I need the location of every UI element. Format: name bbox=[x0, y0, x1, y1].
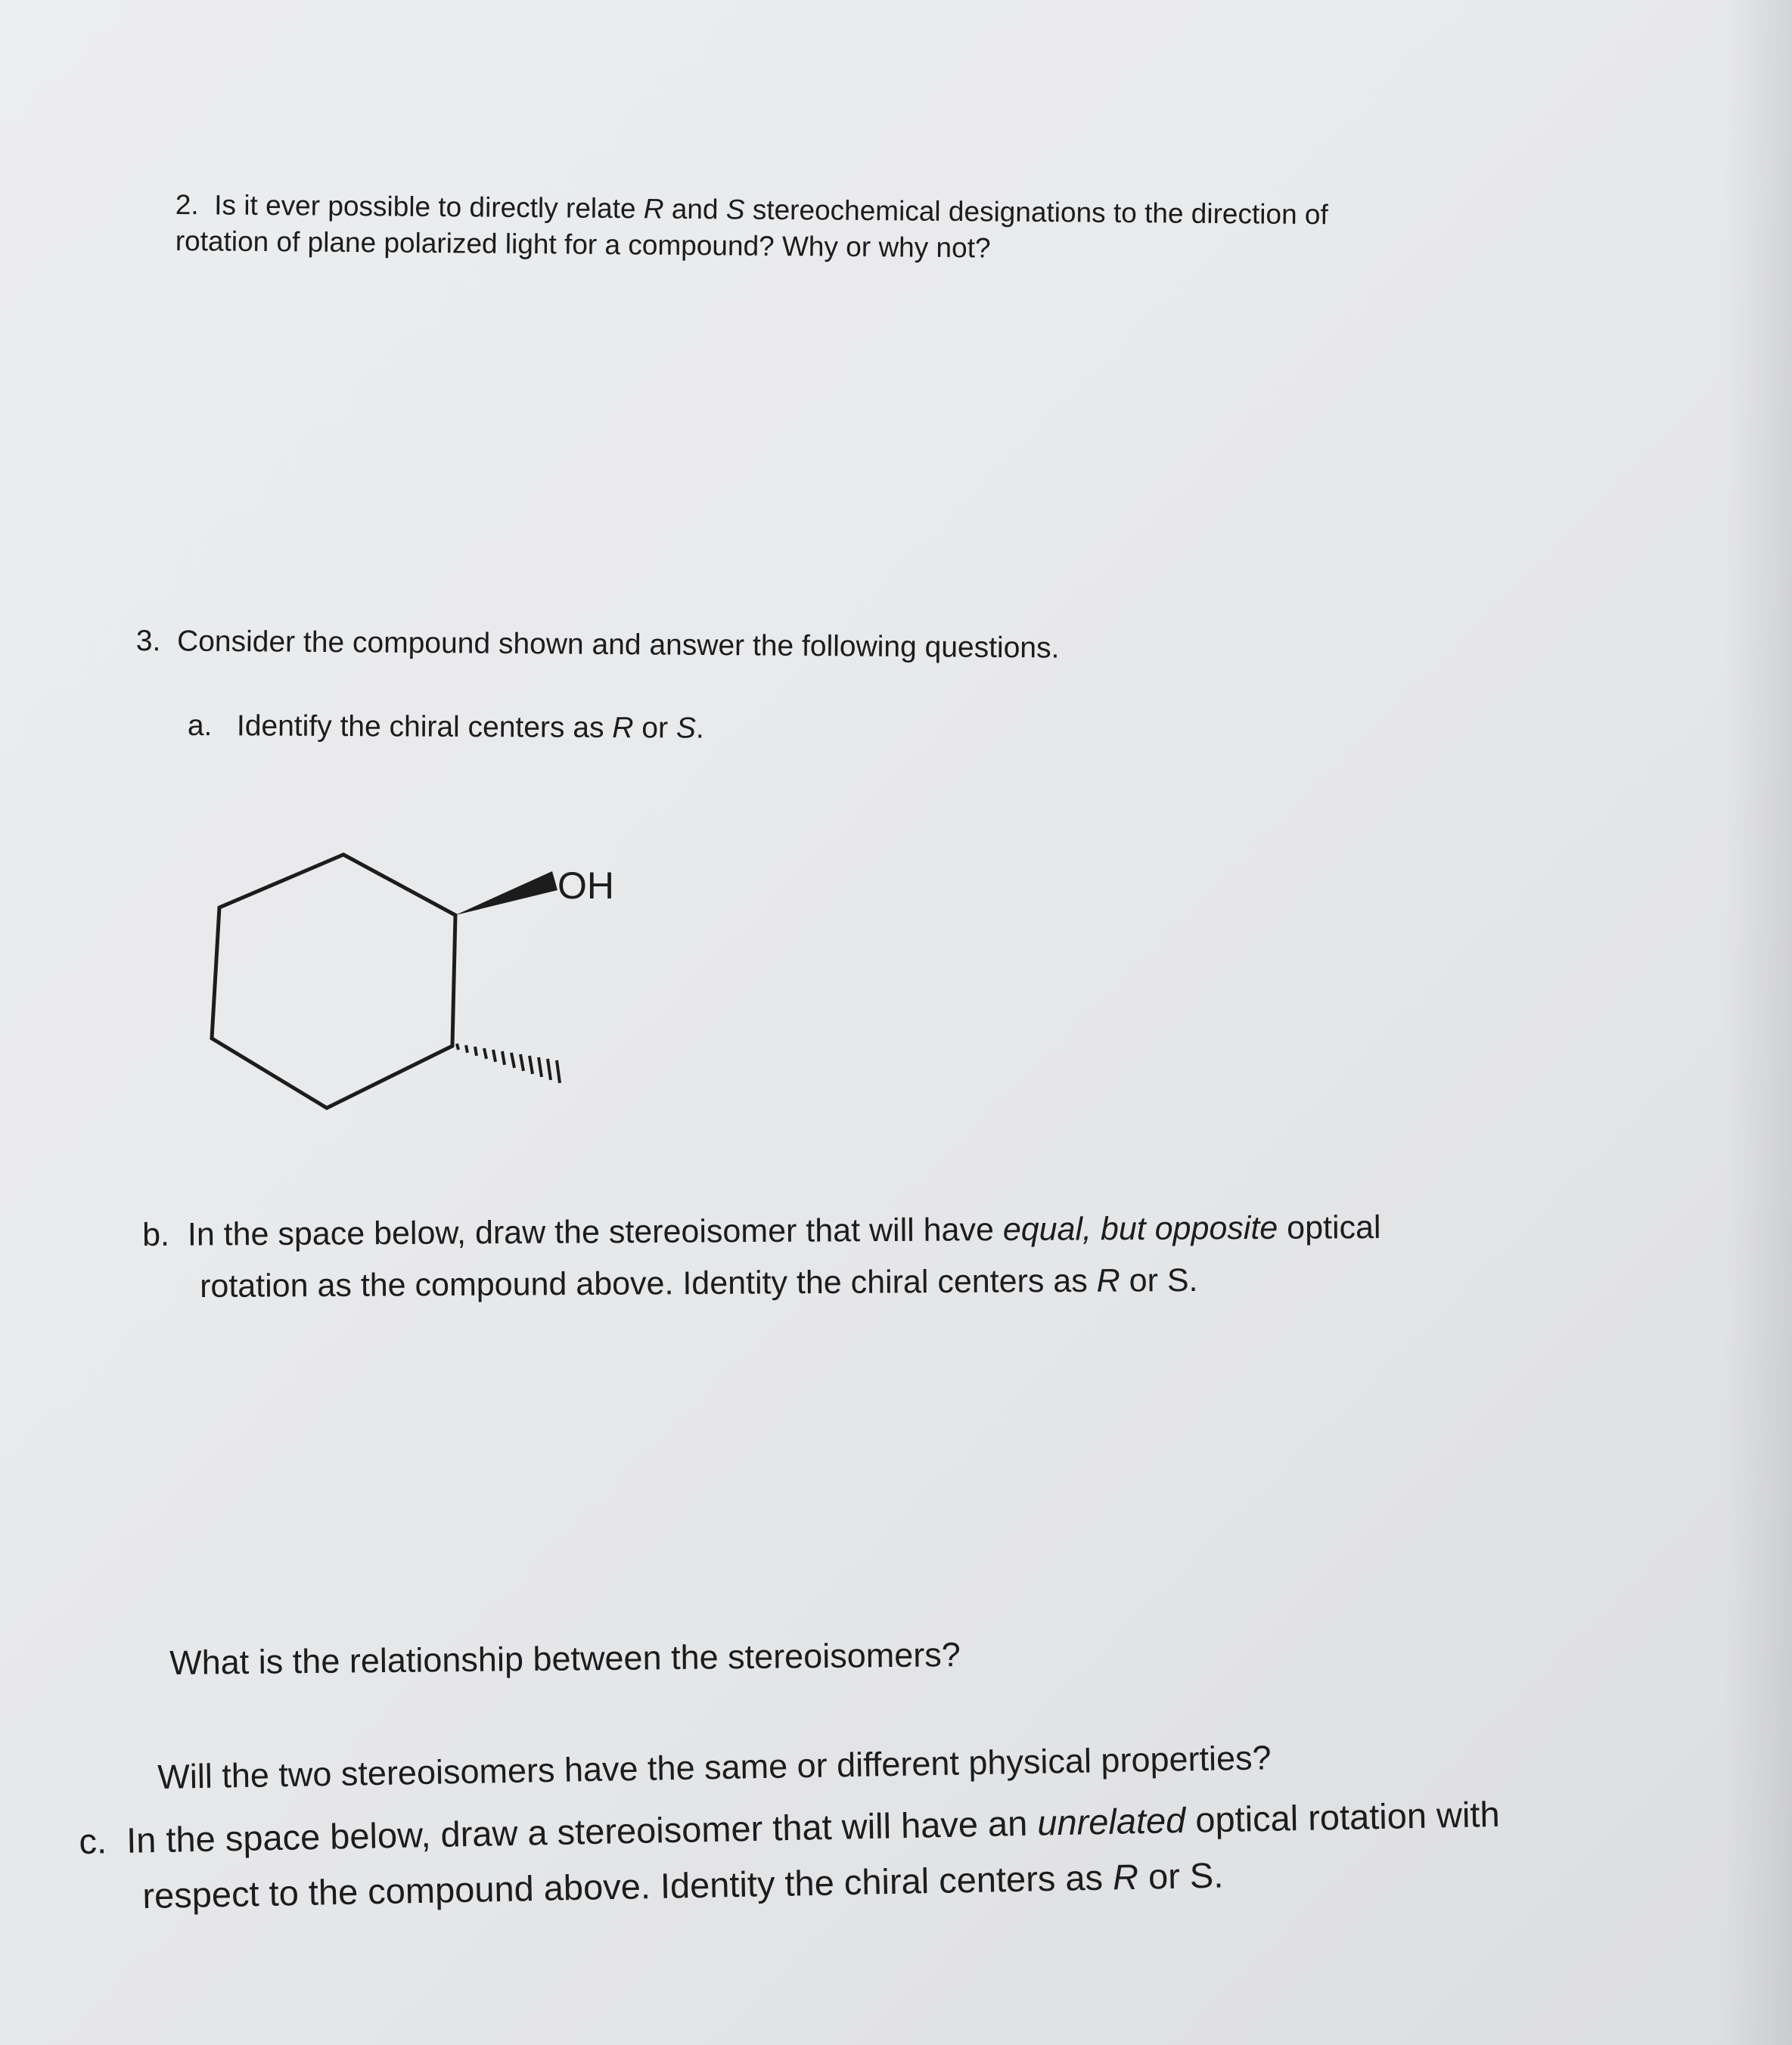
relationship-question: What is the relationship between the stereoisomers? bbox=[169, 1635, 961, 1682]
part-b-line-2: rotation as the compound above. Identity the chiral centers as R or S. bbox=[199, 1261, 1198, 1305]
question-3: 3. Consider the compound shown and answer the following questions. bbox=[135, 625, 1060, 665]
physical-properties-question: Will the two stereoisomers have the same or different physical properties? bbox=[157, 1738, 1272, 1796]
part-a-letter: a. bbox=[187, 709, 213, 743]
part-c-line-1: c. In the space below, draw a stereoisomer that will have an unrelated optical rotation with bbox=[78, 1793, 1501, 1861]
question-2-number: 2. bbox=[175, 189, 199, 221]
part-b-letter: b. bbox=[141, 1216, 170, 1253]
part-a: a. Identify the chiral centers as R or S. bbox=[187, 709, 704, 745]
hash-bond bbox=[457, 1044, 560, 1083]
part-b-line-1: b. In the space below, draw the stereoisomer that will have equal, but opposite optical bbox=[141, 1209, 1381, 1253]
question-2-line-1: 2. Is it ever possible to directly relate R and S stereochemical designations to the direction of bbox=[175, 189, 1328, 231]
part-c-line-2: respect to the compound above. Identity the chiral centers as R or S. bbox=[141, 1854, 1224, 1916]
cyclohexane-structure bbox=[189, 809, 658, 1142]
part-c-letter: c. bbox=[78, 1820, 107, 1861]
question-3-number: 3. bbox=[135, 625, 161, 658]
oh-label: OH bbox=[557, 864, 614, 907]
page-edge-shadow bbox=[1724, 0, 1792, 2045]
cyclohexane-ring bbox=[212, 855, 455, 1108]
wedge-bond bbox=[455, 871, 557, 915]
question-2-line-2: rotation of plane polarized light for a compound? Why or why not? bbox=[175, 225, 991, 264]
